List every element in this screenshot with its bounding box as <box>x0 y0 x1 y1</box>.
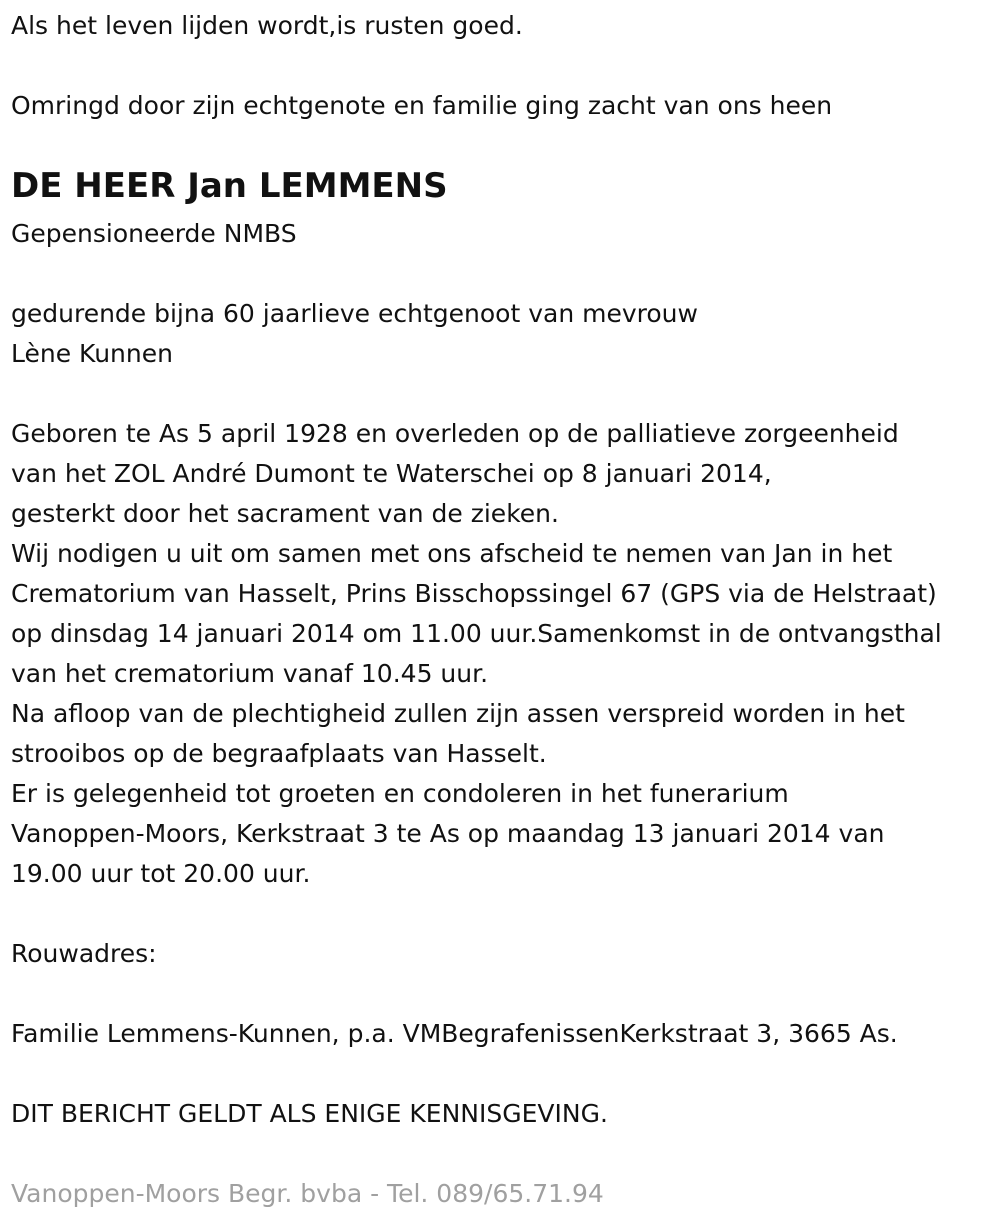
body-line: op dinsdag 14 januari 2014 om 11.00 uur.Samenkomst in de ontvangsthal <box>11 619 942 648</box>
body-line: Geboren te As 5 april 1928 en overleden op de palliatieve zorgeenheid <box>11 419 899 448</box>
spouse-line-1: gedurende bijna 60 jaarlieve echtgenoot van mevrouw <box>11 299 698 328</box>
notice-text: DIT BERICHT GELDT ALS ENIGE KENNISGEVING. <box>11 1099 608 1128</box>
body-line: van het crematorium vanaf 10.45 uur. <box>11 659 489 688</box>
body-line: gesterkt door het sacrament van de zieken. <box>11 499 559 528</box>
body-line: Crematorium van Hasselt, Prins Bisschopssingel 67 (GPS via de Helstraat) <box>11 579 937 608</box>
body-line: van het ZOL André Dumont te Waterschei op 8 januari 2014, <box>11 459 772 488</box>
body-line: Vanoppen-Moors, Kerkstraat 3 te As op maandag 13 januari 2014 van <box>11 819 885 848</box>
body-line: Er is gelegenheid tot groeten en condoleren in het funerarium <box>11 779 789 808</box>
body-line: 19.00 uur tot 20.00 uur. <box>11 859 311 888</box>
address-label: Rouwadres: <box>11 939 157 968</box>
intro-text: Omringd door zijn echtgenote en familie ging zacht van ons heen <box>11 91 833 120</box>
motto: Als het leven lijden wordt,is rusten goed. <box>11 11 523 40</box>
mourning-address: Familie Lemmens-Kunnen, p.a. VMBegrafenissenKerkstraat 3, 3665 As. <box>11 1019 898 1048</box>
body-line: strooibos op de begraafplaats van Hasselt. <box>11 739 547 768</box>
body-line: Na afloop van de plechtigheid zullen zijn assen verspreid worden in het <box>11 699 905 728</box>
funeral-home-footer: Vanoppen-Moors Begr. bvba - Tel. 089/65.71.94 <box>11 1179 604 1208</box>
body-line: Wij nodigen u uit om samen met ons afscheid te nemen van Jan in het <box>11 539 893 568</box>
spouse-line-2: Lène Kunnen <box>11 339 173 368</box>
occupation: Gepensioneerde NMBS <box>11 219 297 248</box>
deceased-name: DE HEER Jan LEMMENS <box>11 166 448 206</box>
